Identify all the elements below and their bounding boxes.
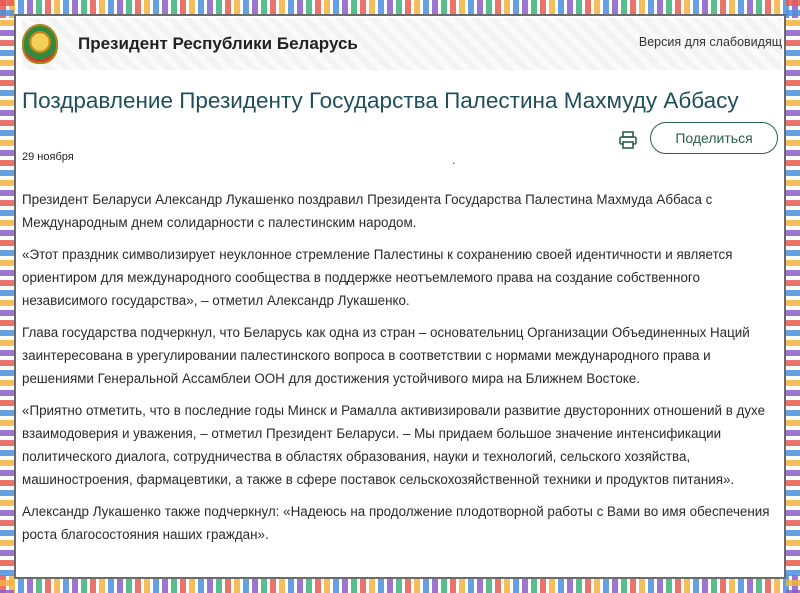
state-emblem-icon[interactable] <box>22 24 58 64</box>
article-paragraph: Глава государства подчеркнул, что Беларусь как одна из стран – основательниц Организации Объединенных Наций заинтересована в урегулировании палестинского вопроса в соответствии с нормами международного права и решениями Генеральной Ассамблеи ООН для достижения устойчивого мира на Ближнем Востоке. <box>22 325 750 386</box>
decorative-border-right <box>786 0 800 593</box>
site-header <box>22 18 782 70</box>
printer-icon[interactable] <box>618 130 638 150</box>
article-body <box>22 188 782 555</box>
article-date: 29 ноября <box>22 151 74 163</box>
article-paragraph: Александр Лукашенко также подчеркнул: «Надеюсь на продолжение плодотворной работы с Вами во имя обеспечения роста благосостояния наших граждан». <box>22 504 770 542</box>
article-paragraph: «Этот праздник символизирует неуклонное стремление Палестины к сохранению своей идентичности и является ориентиром для международного сообщества в поддержке неотъемлемого права на создание собственного независимого государства», – отметил Александр Лукашенко. <box>22 247 733 308</box>
share-button[interactable]: Поделиться <box>650 122 778 154</box>
low-vision-link[interactable]: Версия для слабовидящ <box>638 35 782 49</box>
article-paragraph: «Приятно отметить, что в последние годы Минск и Рамалла активизировали развитие двусторонних отношений в духе взаимодоверия и уважения, – отметил Президент Беларуси. – Мы придаем большое значение интенсификации политического диалога, сотрудничества в областях образования, науки и технологий, сельского хозяйства, машиностроения, фармацевтики, а также в сфере поставок сельскохозяйственной техники и продуктов питания». <box>22 403 766 487</box>
page-content <box>22 18 782 574</box>
article-paragraph: Президент Беларуси Александр Лукашенко поздравил Президента Государства Палестина Махмуда Аббаса с Международным днем солидарности с палестинским народом. <box>22 192 713 230</box>
stray-dot: . <box>452 153 456 167</box>
page-title: Поздравление Президенту Государства Палестина Махмуду Аббасу <box>22 88 739 113</box>
decorative-border-left <box>0 0 14 593</box>
site-title[interactable]: Президент Республики Беларусь <box>78 34 358 53</box>
